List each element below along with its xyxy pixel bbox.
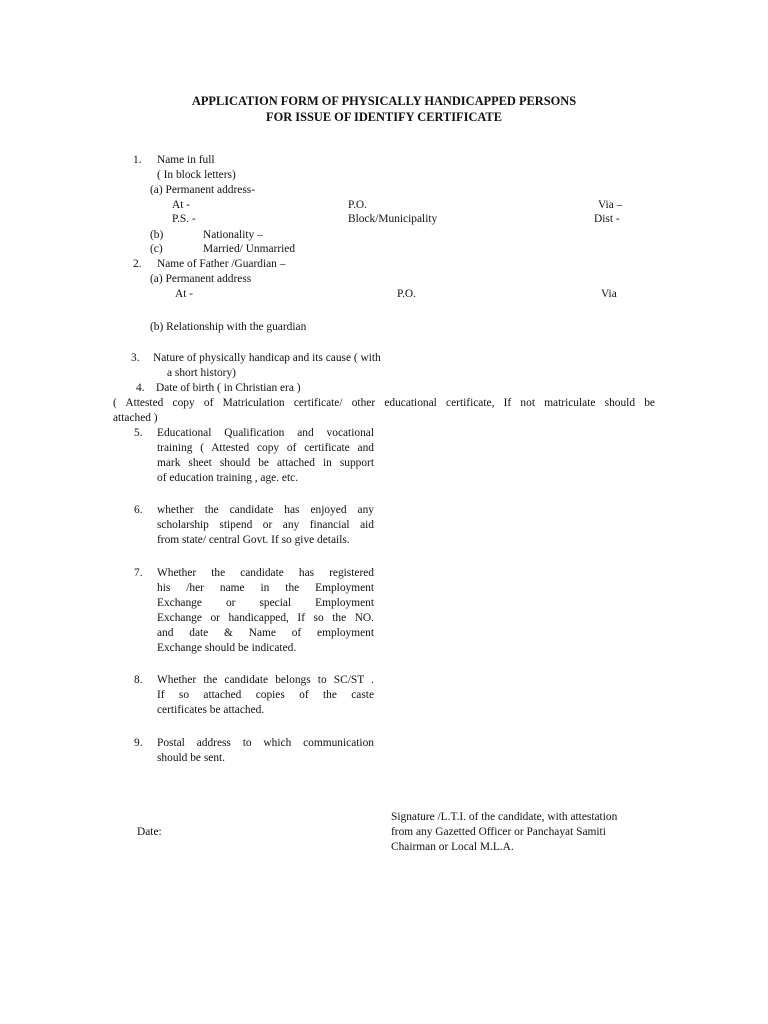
item-5-number: 5. xyxy=(134,427,143,439)
item-2-via: Via xyxy=(601,288,617,300)
item-1-b-mark: (b) xyxy=(150,229,164,241)
item-1-label: Name in full xyxy=(157,154,215,166)
item-4-note-line-2: attached ) xyxy=(113,412,158,424)
item-5-line: of education training , age. etc. xyxy=(157,472,299,484)
item-3-line-1: Nature of physically handicap and its cause ( with xyxy=(153,352,381,364)
item-5-text xyxy=(157,426,374,486)
item-3-number: 3. xyxy=(131,352,140,364)
item-2-label: Name of Father /Guardian – xyxy=(157,258,286,270)
item-1-ps: P.S. - xyxy=(172,213,196,225)
item-8-number: 8. xyxy=(134,674,143,686)
item-1-permanent-address: (a) Permanent address- xyxy=(150,184,256,196)
item-2-po: P.O. xyxy=(397,288,416,300)
signature-line-2: from any Gazetted Officer or Panchayat Samiti xyxy=(391,826,606,838)
signature-line-3: Chairman or Local M.L.A. xyxy=(391,841,514,853)
item-6-line: whether the candidate has enjoyed any xyxy=(157,504,374,516)
item-7-line: and date & Name of employment xyxy=(157,627,374,639)
item-7-line: Whether the candidate has registered xyxy=(157,567,374,579)
item-5-line: Educational Qualification and vocational xyxy=(157,427,374,439)
item-1-sublabel: ( In block letters) xyxy=(157,169,236,181)
item-4-label: Date of birth ( in Christian era ) xyxy=(156,382,301,394)
item-1-at: At - xyxy=(172,199,191,211)
item-1-number: 1. xyxy=(133,154,142,166)
item-9-text xyxy=(157,736,374,766)
item-6-line: scholarship stipend or any financial aid xyxy=(157,519,374,531)
item-1-marital-status: Married/ Unmarried xyxy=(203,243,296,255)
item-5-line: mark sheet should be attached in support xyxy=(157,457,374,469)
form-title-line-1: APPLICATION FORM OF PHYSICALLY HANDICAPPED PERSONS xyxy=(191,94,577,108)
item-1-nationality: Nationality – xyxy=(203,229,263,241)
item-7-line: Exchange or special Employment xyxy=(157,597,374,609)
item-8-line: certificates be attached. xyxy=(157,704,265,716)
item-2-number: 2. xyxy=(133,258,142,270)
item-8-line: If so attached copies of the caste xyxy=(157,689,374,701)
item-6-line: from state/ central Govt. If so give details. xyxy=(157,534,350,546)
item-9-number: 9. xyxy=(134,737,143,749)
item-7-line: his /her name in the Employment xyxy=(157,582,374,594)
item-2-relationship: (b) Relationship with the guardian xyxy=(150,321,307,333)
item-8-text xyxy=(157,673,374,718)
item-7-line: Exchange should be indicated. xyxy=(157,642,297,654)
item-1-c-mark: (c) xyxy=(150,243,163,255)
item-9-line: Postal address to which communication xyxy=(157,737,374,749)
date-label: Date: xyxy=(137,826,162,838)
item-7-number: 7. xyxy=(134,567,143,579)
item-6-number: 6. xyxy=(134,504,143,516)
item-1-via: Via – xyxy=(598,199,623,211)
item-1-po: P.O. xyxy=(348,199,367,211)
item-2-at: At - xyxy=(175,288,194,300)
signature-line-1: Signature /L.T.I. of the candidate, with attestation xyxy=(391,811,618,823)
item-1-dist: Dist - xyxy=(594,213,620,225)
form-title-line-2: FOR ISSUE OF IDENTIFY CERTIFICATE xyxy=(266,110,502,124)
item-8-line: Whether the candidate belongs to SC/ST . xyxy=(157,674,374,686)
item-6-text xyxy=(157,503,374,548)
item-5-line: training ( Attested copy of certificate and xyxy=(157,442,374,454)
item-9-line: should be sent. xyxy=(157,752,226,764)
item-4-note-text-1: ( Attested copy of Matriculation certificate/ other educational certificate, If not matriculate should be xyxy=(113,397,655,409)
item-3-line-2: a short history) xyxy=(167,367,236,379)
item-2-permanent-address: (a) Permanent address xyxy=(150,273,252,285)
item-4-note-line-1 xyxy=(113,396,655,411)
item-1-block: Block/Municipality xyxy=(348,213,438,225)
item-4-number: 4. xyxy=(136,382,145,394)
item-7-line: Exchange or handicapped, If so the NO. xyxy=(157,612,374,624)
item-7-text xyxy=(157,566,374,656)
